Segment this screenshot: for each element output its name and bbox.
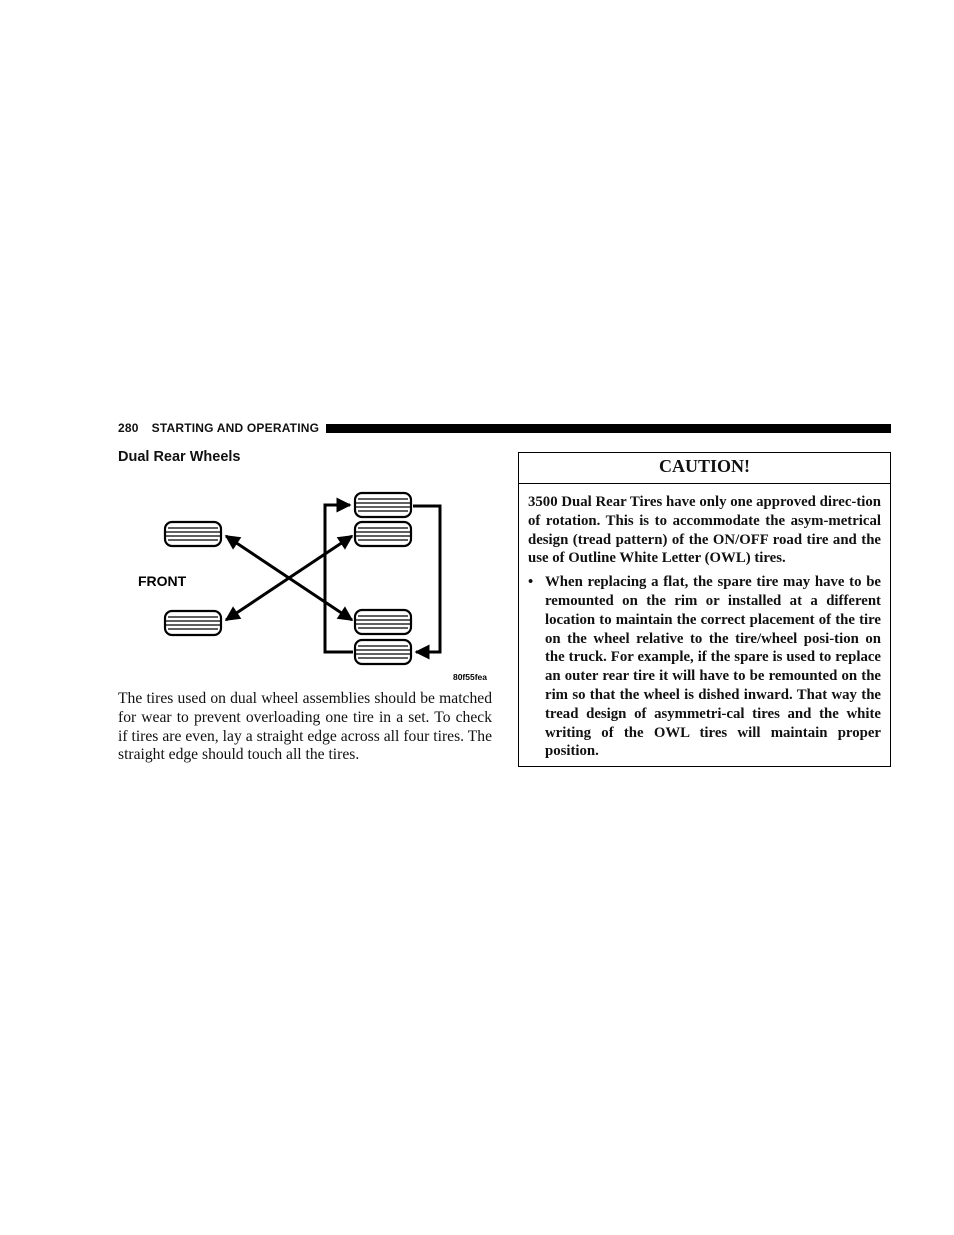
front-right-tire xyxy=(165,611,221,635)
header-rule xyxy=(326,424,891,433)
subheading: Dual Rear Wheels xyxy=(118,449,241,465)
rear-outer-top-tire xyxy=(355,493,411,517)
right-bracket-arrow xyxy=(413,506,440,652)
bullet-icon: • xyxy=(528,574,534,591)
rear-inner-top-tire xyxy=(355,522,411,546)
figure-code: 80f55fea xyxy=(452,672,487,682)
caution-title: CAUTION! xyxy=(519,453,890,484)
caution-bullet-item xyxy=(528,573,881,761)
rear-inner-bottom-tire xyxy=(355,610,411,634)
caution-intro: 3500 Dual Rear Tires have only one approved direc-tion of rotation. This is to accommodate the asym-metrical design (tread pattern) of the ON/OFF road tire and the use of Outline White Letter (OWL) tires. xyxy=(528,494,881,567)
body-paragraph: The tires used on dual wheel assemblies should be matched for wear to prevent overloading one tire in a set. To check if tires are even, lay a straight edge across all four tires. The straight edge should touch all the tires. xyxy=(118,690,492,764)
page-number: 280 xyxy=(118,421,139,435)
front-label: FRONT xyxy=(138,573,187,589)
tire-rotation-diagram xyxy=(118,478,492,686)
caution-bullet-text: When replacing a flat, the spare tire may have to be remounted on the rim or installed at a different location to maintain the correct placement of the tire on the wheel relative to the tire/wheel posi-tion on the truck. For example, if the spare is used to replace an outer rear tire it will have to be remounted on the rim so that the wheel is dished inward. That way the tread design of asymmetri-cal tires and the white writing of the OWL tires will maintain proper position. xyxy=(545,574,881,760)
section-title: STARTING AND OPERATING xyxy=(151,421,320,435)
left-bracket-arrow xyxy=(325,505,353,652)
page-header xyxy=(118,420,891,436)
rear-outer-bottom-tire xyxy=(355,640,411,664)
front-left-tire xyxy=(165,522,221,546)
caution-box xyxy=(518,452,891,767)
caution-body xyxy=(519,484,890,761)
